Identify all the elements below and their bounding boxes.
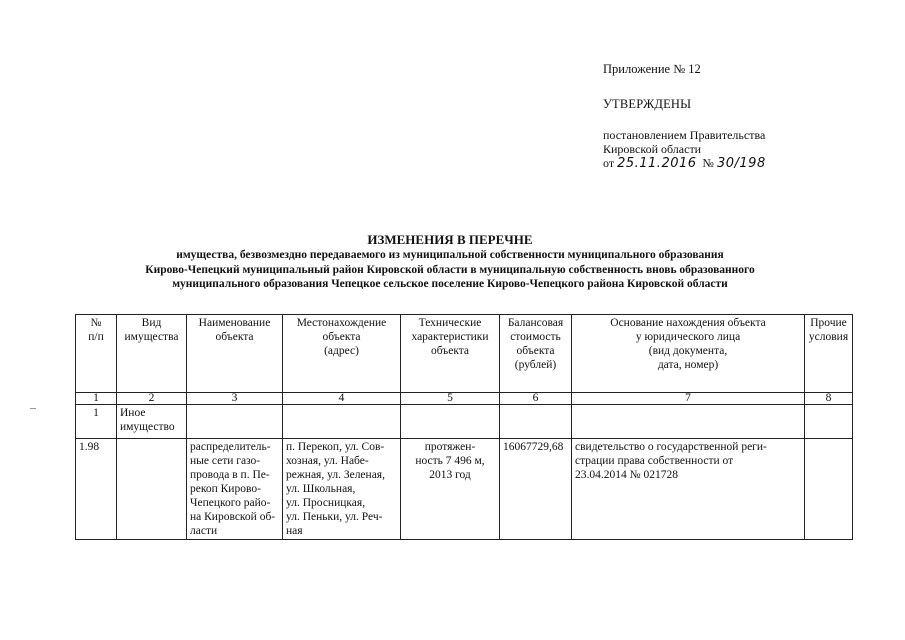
item-tech: протяжен- ность 7 496 м, 2013 год <box>401 439 500 540</box>
table-cell <box>187 405 283 439</box>
item-other <box>805 439 853 540</box>
item-type <box>117 439 187 540</box>
decree-date: 25.11.2016 <box>617 156 697 171</box>
category-row <box>76 405 853 439</box>
decree-number-prefix: № <box>702 156 714 170</box>
property-table <box>75 314 853 540</box>
decree-line-1: постановлением Правительства <box>603 128 766 142</box>
header-value: Балансовая стоимость объекта (рублей) <box>500 315 572 393</box>
header-tech: Технические характеристики объекта <box>401 315 500 393</box>
column-number: 1 <box>76 393 117 405</box>
header-address: Местонахождение объекта (адрес) <box>283 315 401 393</box>
document-title <box>110 232 790 292</box>
title-line-2: имущества, безвозмездно передаваемого из муниципальной собственности муниципального образования <box>176 249 724 261</box>
column-number: 2 <box>117 393 187 405</box>
column-number: 8 <box>805 393 853 405</box>
item-num: 1.98 <box>76 439 117 540</box>
table-cell <box>283 405 401 439</box>
header-num: № п/п <box>76 315 117 393</box>
decree-reference <box>603 128 766 171</box>
category-type: Иное имущество <box>117 405 187 439</box>
table-header-row <box>76 315 853 393</box>
category-num: 1 <box>76 405 117 439</box>
table-cell <box>805 405 853 439</box>
scan-mark <box>30 408 36 409</box>
approved-label: УТВЕРЖДЕНЫ <box>603 97 692 111</box>
column-number: 5 <box>401 393 500 405</box>
item-value: 16067729,68 <box>500 439 572 540</box>
decree-date-line <box>603 156 766 171</box>
header-name: Наименование объекта <box>187 315 283 393</box>
item-basis: свидетельство о государственной реги- страции права собственности от 23.04.2014 № 021728 <box>572 439 805 540</box>
column-number: 4 <box>283 393 401 405</box>
column-number: 3 <box>187 393 283 405</box>
column-number-row <box>76 393 853 405</box>
table-cell <box>572 405 805 439</box>
decree-date-prefix: от <box>603 156 615 170</box>
table-cell <box>401 405 500 439</box>
title-line-4: муниципального образования Чепецкое сельское поселение Кирово-Чепецкого района Кировской области <box>172 278 728 290</box>
decree-number: 30/198 <box>716 156 766 171</box>
title-main: ИЗМЕНЕНИЯ В ПЕРЕЧНЕ <box>367 232 533 247</box>
decree-line-2: Кировской области <box>603 142 702 156</box>
header-basis: Основание нахождения объекта у юридического лица (вид документа, дата, номер) <box>572 315 805 393</box>
item-name: распределитель- ные сети газо- провода в п. Пе- рекоп Кирово- Чепецкого райо- на Кировской об- ласти <box>187 439 283 540</box>
title-line-3: Кирово-Чепецкий муниципальный район Кировской области в муниципальную собственность вновь образованного <box>145 263 755 276</box>
column-number: 7 <box>572 393 805 405</box>
appendix-number: Приложение № 12 <box>603 62 701 76</box>
table-cell <box>500 405 572 439</box>
item-address: п. Перекоп, ул. Сов- хозная, ул. Набе- режная, ул. Зеленая, ул. Школьная, ул. Просницкая, ул. Пеньки, ул. Реч- ная <box>283 439 401 540</box>
item-row <box>76 439 853 540</box>
header-type: Вид имущества <box>117 315 187 393</box>
column-number: 6 <box>500 393 572 405</box>
header-other: Прочие условия <box>805 315 853 393</box>
